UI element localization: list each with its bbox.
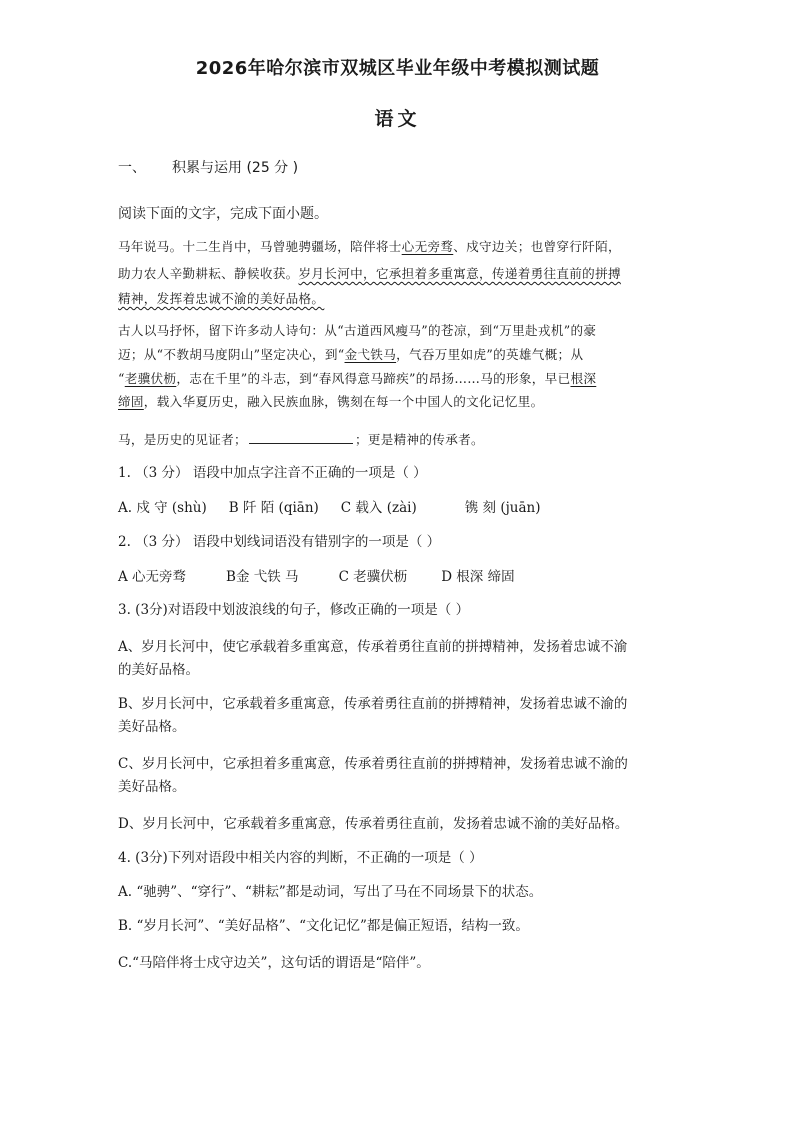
exam-title: 2026年哈尔滨市双城区毕业年级中考模拟测试题: [195, 58, 600, 79]
passage-p3: [118, 431, 484, 449]
option-c[interactable]: C 老骥伏枥: [338, 569, 408, 585]
subject-title: 语文: [374, 108, 421, 130]
question-1-options: [118, 499, 540, 517]
text-run: 助力农人辛勤耕耘、静候收获。: [118, 266, 299, 281]
passage-p2-line1: 古人以马抒怀，留下许多动人诗句：从“古道西风瘦马”的苍凉，到“万里赴戎机”的豪: [118, 323, 597, 338]
question-2-stem: 2. （3 分） 语段中划线词语没有错别字的一项是（ ）: [118, 534, 441, 550]
passage-p1-line3: [118, 290, 324, 308]
passage-p2-line2: [118, 346, 583, 364]
section-heading: [118, 159, 298, 177]
option-c-line1[interactable]: C、岁月长河中，它承担着多重寓意，传承着勇往直前的拼搏精神，发扬着忠诚不渝的: [118, 756, 628, 772]
underlined-term: 心无旁骛: [401, 239, 454, 254]
question-2-options: [118, 568, 515, 586]
underlined-term: 缔固: [118, 394, 144, 409]
passage-p2-line3: [118, 370, 596, 388]
option-c[interactable]: C.“马陪伴将士戍守边关”，这句话的谓语是“陪伴”。: [118, 955, 430, 971]
section-title: 积累与运用 (25 分 ): [172, 160, 299, 176]
option-a-line1[interactable]: A、岁月长河中，使它承载着多重寓意，传承着勇往直前的拼搏精神，发扬着忠诚不渝: [118, 639, 628, 655]
option-c[interactable]: C 载入 (zài): [340, 500, 417, 516]
text-run: ；更是精神的传承者。: [354, 432, 484, 447]
option-d[interactable]: D 根深 缔固: [441, 569, 515, 585]
wavy-sentence: 精神，发挥着忠诚不渝的美好品格。: [118, 291, 325, 306]
option-b-line2[interactable]: 美好品格。: [118, 719, 186, 735]
option-a[interactable]: A. 戍 守 (shù): [118, 500, 207, 516]
text-run: 、戍守边关；也曾穿行阡陌，: [453, 239, 621, 254]
underlined-term: 老骥伏枥: [124, 371, 177, 386]
passage-p1-line1: [118, 238, 621, 256]
text-run: ，志在千里”的斗志，到“春风得意马蹄疾”的昂扬……马的形象，早已: [176, 371, 571, 386]
section-number: 一、: [118, 160, 146, 176]
text-run: ，气吞万里如虎”的英雄气概；从: [396, 347, 584, 362]
option-a-line2[interactable]: 的美好品格。: [118, 662, 199, 678]
text-run: ，载入华夏历史，融入民族血脉，镌刻在每一个中国人的文化记忆里。: [143, 394, 544, 409]
option-d-line1[interactable]: D、岁月长河中，它承载着多重寓意，传承着勇往直前，发扬着忠诚不渝的美好品格。: [118, 816, 629, 832]
option-c-line2[interactable]: 美好品格。: [118, 779, 186, 795]
question-3-stem: 3. (3分)对语段中划波浪线的句子，修改正确的一项是（ ）: [118, 602, 470, 618]
text-run: “: [118, 371, 125, 386]
wavy-sentence: 岁月长河中，它承担着多重寓意，传递着勇往直前的拼搏: [298, 266, 621, 281]
passage-p1-line2: [118, 265, 621, 283]
option-b[interactable]: B. “岁月长河”、“美好品格”、“文化记忆”都是偏正短语，结构一致。: [118, 918, 529, 934]
underlined-term: 金弋铁马: [344, 347, 397, 362]
option-b-line1[interactable]: B、岁月长河中，它承载着多重寓意，传承着勇往直前的拼搏精神，发扬着忠诚不渝的: [118, 696, 628, 712]
option-b[interactable]: B金 弋铁 马: [226, 569, 299, 585]
underlined-term: 根深: [570, 371, 597, 386]
answer-blank[interactable]: [249, 431, 353, 444]
reading-intro: 阅读下面的文字，完成下面小题。: [118, 206, 328, 222]
option-d[interactable]: 镌 刻 (juān): [464, 500, 541, 516]
option-a[interactable]: A. “驰骋”、“穿行”、“耕耘”都是动词，写出了马在不同场景下的状态。: [118, 884, 543, 900]
text-run: 迈；从“不教胡马度阴山”坚定决心，到“: [118, 347, 345, 362]
option-a[interactable]: A 心无旁骛: [118, 569, 187, 585]
question-1-stem: 1. （3 分） 语段中加点字注音不正确的一项是（ ）: [118, 465, 427, 481]
passage-p2-line4: [118, 393, 544, 411]
option-b[interactable]: B 阡 陌 (qiān): [228, 500, 319, 516]
text-run: 马年说马。十二生肖中，马曾驰骋疆场，陪伴将士: [118, 239, 402, 254]
text-run: 马，是历史的见证者；: [118, 432, 247, 447]
question-4-stem: 4. (3分)下列对语段中相关内容的判断，不正确的一项是（ ）: [118, 850, 483, 866]
